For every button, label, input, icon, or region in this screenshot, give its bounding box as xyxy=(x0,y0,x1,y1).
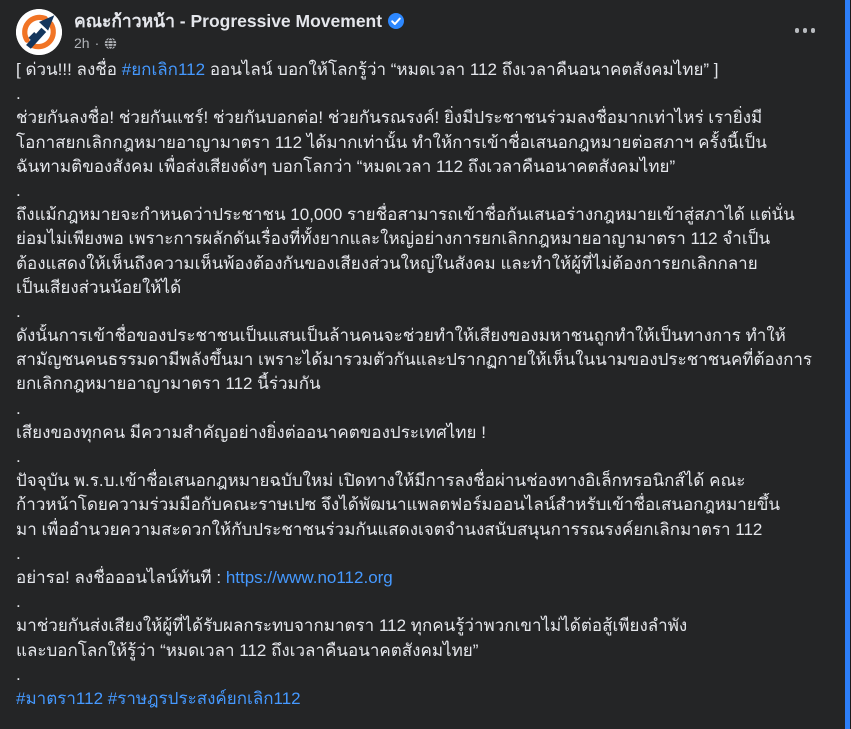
hashtag-link[interactable]: #ราษฎรประสงค์ยกเลิก112 xyxy=(107,688,301,708)
post-text xyxy=(0,58,851,711)
verified-badge-icon xyxy=(388,13,404,29)
post-line xyxy=(16,324,835,348)
text-run: . xyxy=(16,592,21,612)
meta-separator: · xyxy=(94,35,100,51)
post-line xyxy=(16,639,835,663)
post-line xyxy=(16,614,835,638)
more-options-button[interactable] xyxy=(791,20,820,41)
globe-public-icon xyxy=(104,37,117,50)
text-run: . xyxy=(16,84,21,104)
text-run: . xyxy=(16,664,21,684)
text-run: ถึงแม้กฎหมายจะกำหนดว่าประชาชน 10,000 รายชื่อสามารถเข้าชื่อกันเสนอร่างกฎหมายเข้าสู่สภาได้ แต่นั่น xyxy=(16,205,795,225)
post-line xyxy=(16,566,835,590)
text-run: . xyxy=(16,180,21,200)
post-line xyxy=(16,131,835,155)
text-run: . xyxy=(16,398,21,418)
timestamp[interactable]: 2h xyxy=(74,35,90,51)
text-run: มาช่วยกันส่งเสียงให้ผู้ที่ได้รับผลกระทบจากมาตรา 112 ทุกคนรู้ว่าพวกเขาไม่ได้ต่อสู้เพียงลำพัง xyxy=(16,616,688,636)
post-line xyxy=(16,445,835,469)
post-line xyxy=(16,372,835,396)
text-run: ออนไลน์ บอกให้โลกรู้ว่า “หมดเวลา 112 ถึงเวลาคืนอนาคตสังคมไทย” ] xyxy=(205,60,719,79)
post-line xyxy=(16,106,835,130)
url-link[interactable]: https://www.no112.org xyxy=(225,567,393,587)
post-line xyxy=(16,300,835,324)
text-run: ต้องแสดงให้เห็นถึงความเห็นพ้องต้องกันของเสียงส่วนใหญ่ในสังคม และทำให้ผู้ที่ไม่ต้องการยกเลิกกลาย xyxy=(16,253,758,273)
text-run: ย่อมไม่เพียงพอ เพราะการผลักดันเรื่องที่ทั้งยากและใหญ่อย่างการยกเลิกกฎหมายอาญามาตรา 112 จำเป็น xyxy=(16,229,771,249)
three-dots-menu-icon xyxy=(811,28,816,33)
post-line xyxy=(16,227,835,251)
text-run: สามัญชนคนธรรมดามีพลังขึ้นมา เพราะได้มารวมตัวกันและปรากฏกายให้เห็นในนามของประชาชนคที่ต้องการ xyxy=(16,350,813,370)
text-run: อย่ารอ! ลงชื่อออนไลน์ทันที : xyxy=(16,567,226,587)
post-line xyxy=(16,542,835,566)
text-run: ฉันทามติของสังคม เพื่อส่งเสียงดังๆ บอกโลกว่า “หมดเวลา 112 ถึงเวลาคืนอนาคตสังคมไทย” xyxy=(16,156,676,176)
text-run: ยกเลิกกฎหมายอาญามาตรา 112 นี้ร่วมกัน xyxy=(16,374,321,394)
post-line xyxy=(16,348,835,372)
page-name[interactable]: คณะก้าวหน้า - Progressive Movement xyxy=(74,11,383,31)
hashtag-link[interactable]: #ยกเลิก112 xyxy=(121,60,206,79)
text-run: ปัจจุบัน พ.ร.บ.เข้าชื่อเสนอกฎหมายฉบับใหม่ เปิดทางให้มีการลงชื่อผ่านช่องทางอิเล็กทรอนิกส์ได้ คณะ xyxy=(16,471,746,491)
text-run: ดังนั้นการเข้าชื่อของประชาชนเป็นแสนเป็นล้านคนจะช่วยทำให้เสียงของมหาชนถูกทำให้เป็นทางการ ทำให้ xyxy=(16,326,786,346)
post-line xyxy=(16,493,835,517)
post-line xyxy=(16,590,835,614)
text-run: เป็นเสียงส่วนน้อยให้ได้ xyxy=(16,277,182,297)
three-dots-menu-icon xyxy=(795,28,800,33)
post-line xyxy=(16,82,835,106)
post-line xyxy=(16,276,835,300)
text-run: มา เพื่ออำนวยความสะดวกให้กับประชาชนร่วมกันแสดงเจตจำนงสนับสนุนการรณรงค์ยกเลิกมาตรา 112 xyxy=(16,519,763,539)
post-line xyxy=(16,518,835,542)
hashtag-link[interactable]: #มาตรา112 xyxy=(16,688,104,708)
progressive-movement-logo-icon xyxy=(16,9,62,55)
post-line xyxy=(16,663,835,687)
post-line xyxy=(16,469,835,493)
post-line xyxy=(16,203,835,227)
post-line xyxy=(16,179,835,203)
post-header xyxy=(0,0,851,55)
post-line xyxy=(16,155,835,179)
three-dots-menu-icon xyxy=(803,28,808,33)
post-line xyxy=(16,687,835,711)
text-run: . xyxy=(16,447,21,466)
text-run: [ ด่วน!!! ลงชื่อ xyxy=(16,60,122,79)
text-run: โอกาสยกเลิกกฎหมายอาญามาตรา 112 ได้มากเท่านั้น ทำให้การเข้าชื่อเสนอกฎหมายต่อสภาฯ ครั้งนี้เป็น xyxy=(16,132,767,152)
post-line xyxy=(16,421,835,445)
text-run: . xyxy=(16,543,21,563)
post-line xyxy=(16,58,835,82)
post-line xyxy=(16,397,835,421)
post-line xyxy=(16,252,835,276)
page-avatar[interactable] xyxy=(16,9,62,55)
text-run: ก้าวหน้าโดยความร่วมมือกับคณะราษเปซ จึงได้พัฒนาแพลตฟอร์มออนไลน์สำหรับเข้าชื่อเสนอกฎหมายขึ้น xyxy=(16,495,781,515)
text-run: . xyxy=(16,301,21,321)
text-run: ช่วยกันลงชื่อ! ช่วยกันแชร์! ช่วยกันบอกต่อ! ช่วยกันรณรงค์! ยิ่งมีประชาชนร่วมลงชื่อมากเท่าไหร่ เรายิ่งมี xyxy=(16,108,763,128)
text-run: และบอกโลกให้รู้ว่า “หมดเวลา 112 ถึงเวลาคืนอนาคตสังคมไทย” xyxy=(16,640,479,660)
header-text xyxy=(74,9,404,52)
text-run: เสียงของทุกคน มีความสำคัญอย่างยิ่งต่ออนาคตของประเทศไทย ! xyxy=(16,422,486,442)
